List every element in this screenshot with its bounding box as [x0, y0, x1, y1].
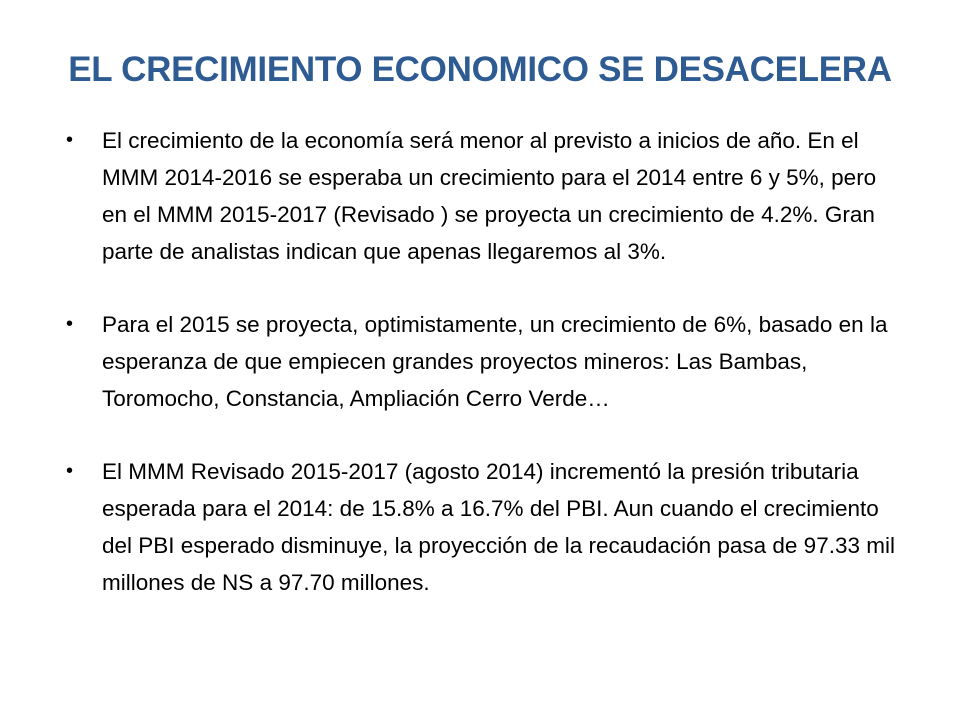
- bullet-item-growth-slowdown: [66, 122, 906, 270]
- bullet-list: [66, 122, 906, 637]
- bullet-text: Para el 2015 se proyecta, optimistamente, un crecimiento de 6%, basado en la esperanza de que empiecen grandes proyectos mineros: Las Bambas, Toromocho, Constancia, Ampliación Cerro Verde…: [102, 312, 888, 411]
- bullet-item-tax-pressure: [66, 453, 906, 601]
- bullet-text: El MMM Revisado 2015-2017 (agosto 2014) incrementó la presión tributaria esperada para el 2014: de 15.8% a 16.7% del PBI. Aun cuando el crecimiento del PBI esperado disminuye, la proyección de la recaudación pasa de 97.33 mil millones de NS a 97.70 millones.: [102, 459, 895, 595]
- bullet-text: El crecimiento de la economía será menor al previsto a inicios de año. En el MMM 2014-2016 se esperaba un crecimiento para el 2014 entre 6 y 5%, pero en el MMM 2015-2017 (Revisado ) se proyecta un crecimiento de 4.2%. Gran parte de analistas indican que apenas llegaremos al 3%.: [102, 128, 877, 264]
- bullet-dot-icon: •: [66, 460, 74, 482]
- bullet-dot-icon: •: [66, 313, 74, 335]
- bullet-item-2015-projection: [66, 306, 906, 417]
- slide-title: EL CRECIMIENTO ECONOMICO SE DESACELERA: [68, 50, 892, 89]
- bullet-dot-icon: •: [66, 129, 74, 151]
